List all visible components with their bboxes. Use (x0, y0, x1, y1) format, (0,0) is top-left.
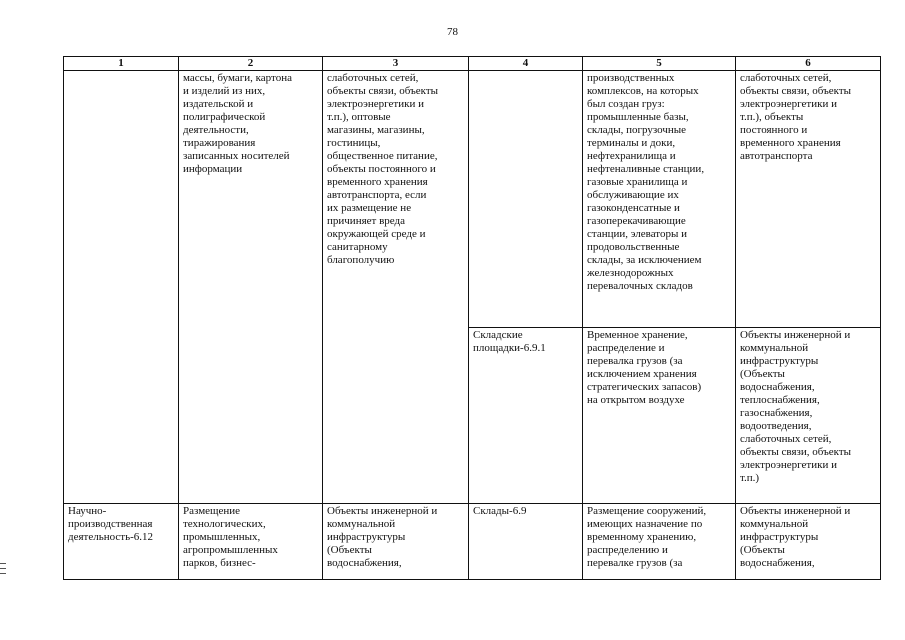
column-header-2: 2 (179, 57, 323, 71)
cell-conditional-use-blank (469, 71, 583, 328)
table-row (64, 504, 881, 580)
cell-warehouses-auxiliary: Объекты инженерной и коммунальной инфраструктуры (Объекты водоснабжения, (736, 504, 881, 580)
scan-margin-mark (0, 568, 6, 569)
cell-conditional-auxiliary: слаботочных сетей, объекты связи, объекты электроэнергетики и т.п.), объекты постоянного и временного хранения автотранспорта (736, 71, 881, 328)
cell-warehouses-description: Размещение сооружений, имеющих назначение по временному хранению, распределению и перевалке грузов (за (583, 504, 736, 580)
cell-conditional-use-description: производственных комплексов, на которых был создан груз: промышленные базы, склады, погрузочные терминалы и доки, нефтехранилища и нефтеналивные станции, газовые хранилища и обслуживающие их газоконденсатные и газоперекачивающие станции, элеваторы и продовольственные склады, за исключением железнодорожных перевалочных складов (583, 71, 736, 328)
column-header-1: 1 (64, 57, 179, 71)
column-header-5: 5 (583, 57, 736, 71)
cell-storage-sites-description: Временное хранение, распределение и перевалка грузов (за исключением хранения стратегических запасов) на открытом воздухе (583, 328, 736, 504)
scan-margin-mark (0, 563, 6, 564)
column-header-4: 4 (469, 57, 583, 71)
cell-storage-sites-auxiliary: Объекты инженерной и коммунальной инфраструктуры (Объекты водоснабжения, теплоснабжения, газоснабжения, водоотведения, слаботочных сетей, объекты связи, объекты электроэнергетики и т.п.) (736, 328, 881, 504)
page-number: 78 (447, 26, 458, 38)
scan-margin-mark (0, 573, 6, 574)
table-header-row (64, 57, 881, 71)
cell-warehouses-code: Склады-6.9 (469, 504, 583, 580)
cell-auxiliary-uses: слаботочных сетей, объекты связи, объекты электроэнергетики и т.п.), оптовые магазины, магазины, гостиницы, общественное питание, объекты постоянного и временного хранения автотранспорта, если их размещение не причиняет вреда окружающей среде и санитарному благополучию (323, 71, 469, 504)
column-header-3: 3 (323, 57, 469, 71)
table-row (64, 71, 881, 328)
cell-storage-sites-code: Складские площадки-6.9.1 (469, 328, 583, 504)
regulations-table (63, 56, 881, 580)
cell-activity-continued (64, 71, 179, 504)
column-header-6: 6 (736, 57, 881, 71)
cell-research-production-activity: Научно- производственная деятельность-6.12 (64, 504, 179, 580)
cell-research-production-auxiliary: Объекты инженерной и коммунальной инфраструктуры (Объекты водоснабжения, (323, 504, 469, 580)
cell-research-production-description: Размещение технологических, промышленных, агропромышленных парков, бизнес- (179, 504, 323, 580)
cell-main-use-description: массы, бумаги, картона и изделий из них, издательской и полиграфической деятельности, тиражирования записанных носителей информации (179, 71, 323, 504)
